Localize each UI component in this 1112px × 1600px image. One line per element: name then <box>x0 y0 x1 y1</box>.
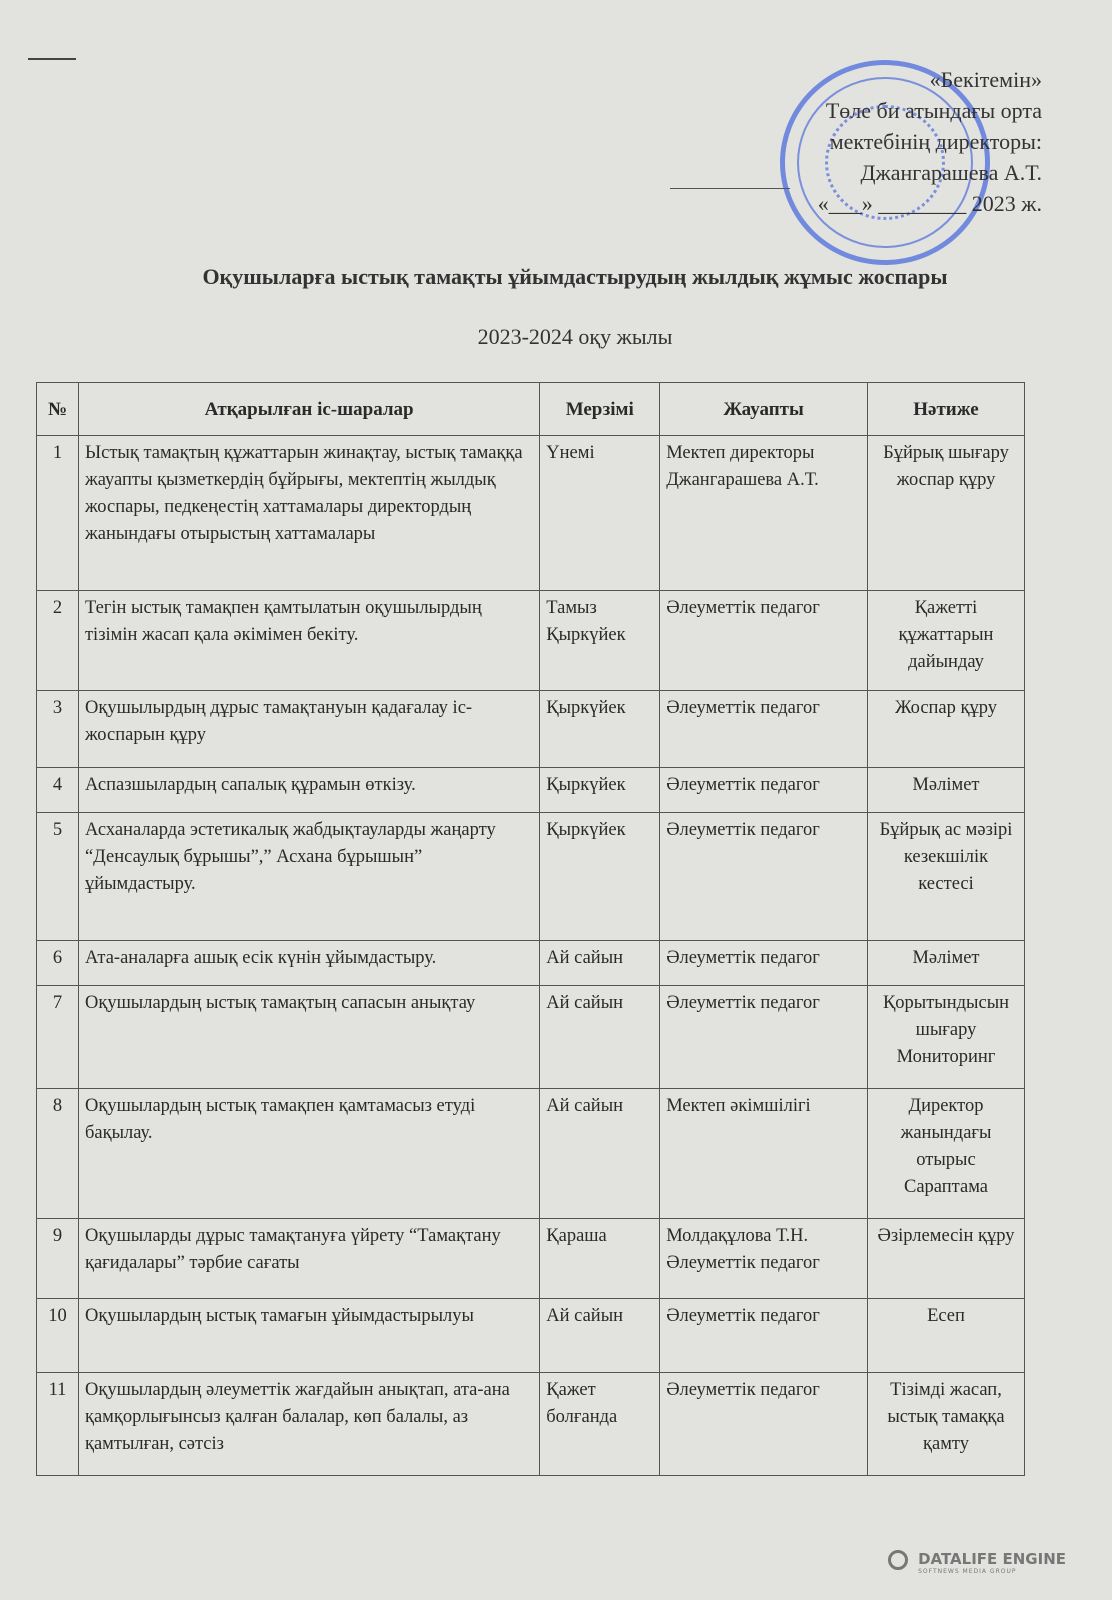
row-responsible: Мектеп әкімшілігі <box>660 1089 868 1219</box>
row-result: Мәлімет <box>868 768 1025 813</box>
row-number: 8 <box>37 1089 79 1219</box>
row-responsible: Әлеуметтік педагог <box>660 1299 868 1373</box>
row-responsible: Әлеуметтік педагог <box>660 986 868 1089</box>
row-number: 7 <box>37 986 79 1089</box>
row-result: Мәлімет <box>868 941 1025 986</box>
pen-mark <box>28 58 76 60</box>
row-term: Қараша <box>540 1219 660 1299</box>
table-header-row <box>37 383 1025 436</box>
table-row <box>37 691 1025 768</box>
row-number: 5 <box>37 813 79 941</box>
header-term: Мерзімі <box>540 383 660 436</box>
row-result: Директор жанындағы отырыс Сараптама <box>868 1089 1025 1219</box>
row-activity: Оқушылырдың дұрыс тамақтануын қадағалау іс-жоспарын құру <box>78 691 539 768</box>
watermark-name: DATALIFE ENGINE <box>918 1550 1066 1568</box>
row-responsible: Әлеуметтік педагог <box>660 1373 868 1476</box>
row-activity: Оқушылардың ыстық тамақпен қамтамасыз етуді бақылау. <box>78 1089 539 1219</box>
row-result: Есеп <box>868 1299 1025 1373</box>
table-row <box>37 1373 1025 1476</box>
row-result: Бұйрық шығару жоспар құру <box>868 436 1025 591</box>
header-responsible: Жауапты <box>660 383 868 436</box>
signature-line <box>670 188 790 189</box>
approval-line: Төле би атындағы орта <box>825 98 1042 123</box>
approval-block <box>818 64 1042 219</box>
approval-line: Джангарашева А.Т. <box>860 160 1042 185</box>
row-number: 11 <box>37 1373 79 1476</box>
row-responsible: Әлеуметтік педагог <box>660 941 868 986</box>
row-result: Жоспар құру <box>868 691 1025 768</box>
watermark-logo <box>918 1550 1066 1575</box>
table-row <box>37 436 1025 591</box>
header-result: Нәтиже <box>868 383 1025 436</box>
table-row <box>37 1219 1025 1299</box>
table-row <box>37 941 1025 986</box>
row-activity: Оқушылардың әлеуметтік жағдайын анықтап, ата-ана қамқорлығынсыз қалған балалар, көп балалы, аз қамтылған, сәтсіз <box>78 1373 539 1476</box>
plan-table <box>36 382 1025 1476</box>
row-result: Қорытындысын шығару Мониторинг <box>868 986 1025 1089</box>
header-activity: Атқарылған іс-шаралар <box>78 383 539 436</box>
row-responsible: Әлеуметтік педагог <box>660 591 868 691</box>
row-responsible: Әлеуметтік педагог <box>660 813 868 941</box>
row-number: 10 <box>37 1299 79 1373</box>
row-result: Тізімді жасап, ыстық тамаққа қамту <box>868 1373 1025 1476</box>
row-activity: Тегін ыстық тамақпен қамтылатын оқушылырдың тізімін жасап қала әкімімен бекіту. <box>78 591 539 691</box>
row-term: Қыркүйек <box>540 691 660 768</box>
row-responsible: Молдақұлова Т.Н. Әлеуметтік педагог <box>660 1219 868 1299</box>
row-number: 6 <box>37 941 79 986</box>
table-row <box>37 1299 1025 1373</box>
row-responsible: Әлеуметтік педагог <box>660 691 868 768</box>
row-term: Үнемі <box>540 436 660 591</box>
row-activity: Оқушыларды дұрыс тамақтануға үйрету “Тамақтану қағидалары” тәрбие сағаты <box>78 1219 539 1299</box>
table-row <box>37 1089 1025 1219</box>
row-term: Ай сайын <box>540 986 660 1089</box>
row-number: 9 <box>37 1219 79 1299</box>
row-activity: Оқушылардың ыстық тамақтың сапасын анықтау <box>78 986 539 1089</box>
table-row <box>37 986 1025 1089</box>
row-responsible: Мектеп директоры Джангарашева А.Т. <box>660 436 868 591</box>
watermark-sub: SOFTNEWS MEDIA GROUP <box>918 1568 1017 1575</box>
row-term: Ай сайын <box>540 941 660 986</box>
row-result: Әзірлемесін құру <box>868 1219 1025 1299</box>
approval-date: «___» ________ 2023 ж. <box>817 191 1042 216</box>
row-number: 4 <box>37 768 79 813</box>
row-term: Ай сайын <box>540 1089 660 1219</box>
approval-heading: «Бекітемін» <box>929 67 1042 92</box>
row-activity: Ыстық тамақтың құжаттарын жинақтау, ыстық тамаққа жауапты қызметкердің бұйрығы, мектептің жылдық жоспары, педкеңестің хаттамалары директордың жанындағы отырыстың хаттамалары <box>78 436 539 591</box>
document-title: Оқушыларға ыстық тамақты ұйымдастырудың жылдық жұмыс жоспары <box>202 264 948 289</box>
row-result: Қажетті құжаттарын дайындау <box>868 591 1025 691</box>
row-activity: Оқушылардың ыстық тамағын ұйымдастырылуы <box>78 1299 539 1373</box>
row-activity: Ата-аналарға ашық есік күнін ұйымдастыру. <box>78 941 539 986</box>
header-number: № <box>37 383 79 436</box>
row-number: 2 <box>37 591 79 691</box>
row-term: Қажет болғанда <box>540 1373 660 1476</box>
row-number: 1 <box>37 436 79 591</box>
row-activity: Аспазшылардың сапалық құрамын өткізу. <box>78 768 539 813</box>
document-subtitle: 2023-2024 оқу жылы <box>477 324 673 349</box>
row-number: 3 <box>37 691 79 768</box>
row-term: Қыркүйек <box>540 768 660 813</box>
row-term: Тамыз Қыркүйек <box>540 591 660 691</box>
table-row <box>37 813 1025 941</box>
datalife-logo-icon <box>888 1550 908 1570</box>
row-responsible: Әлеуметтік педагог <box>660 768 868 813</box>
row-term: Ай сайын <box>540 1299 660 1373</box>
table-row <box>37 591 1025 691</box>
approval-line: мектебінің директоры: <box>829 129 1042 154</box>
row-term: Қыркүйек <box>540 813 660 941</box>
table-row <box>37 768 1025 813</box>
row-activity: Асханаларда эстетикалық жабдықтауларды жаңарту “Денсаулық бұрышы”,” Асхана бұрышын” ұйымдастыру. <box>78 813 539 941</box>
row-result: Бұйрық ас мәзірі кезекшілік кестесі <box>868 813 1025 941</box>
